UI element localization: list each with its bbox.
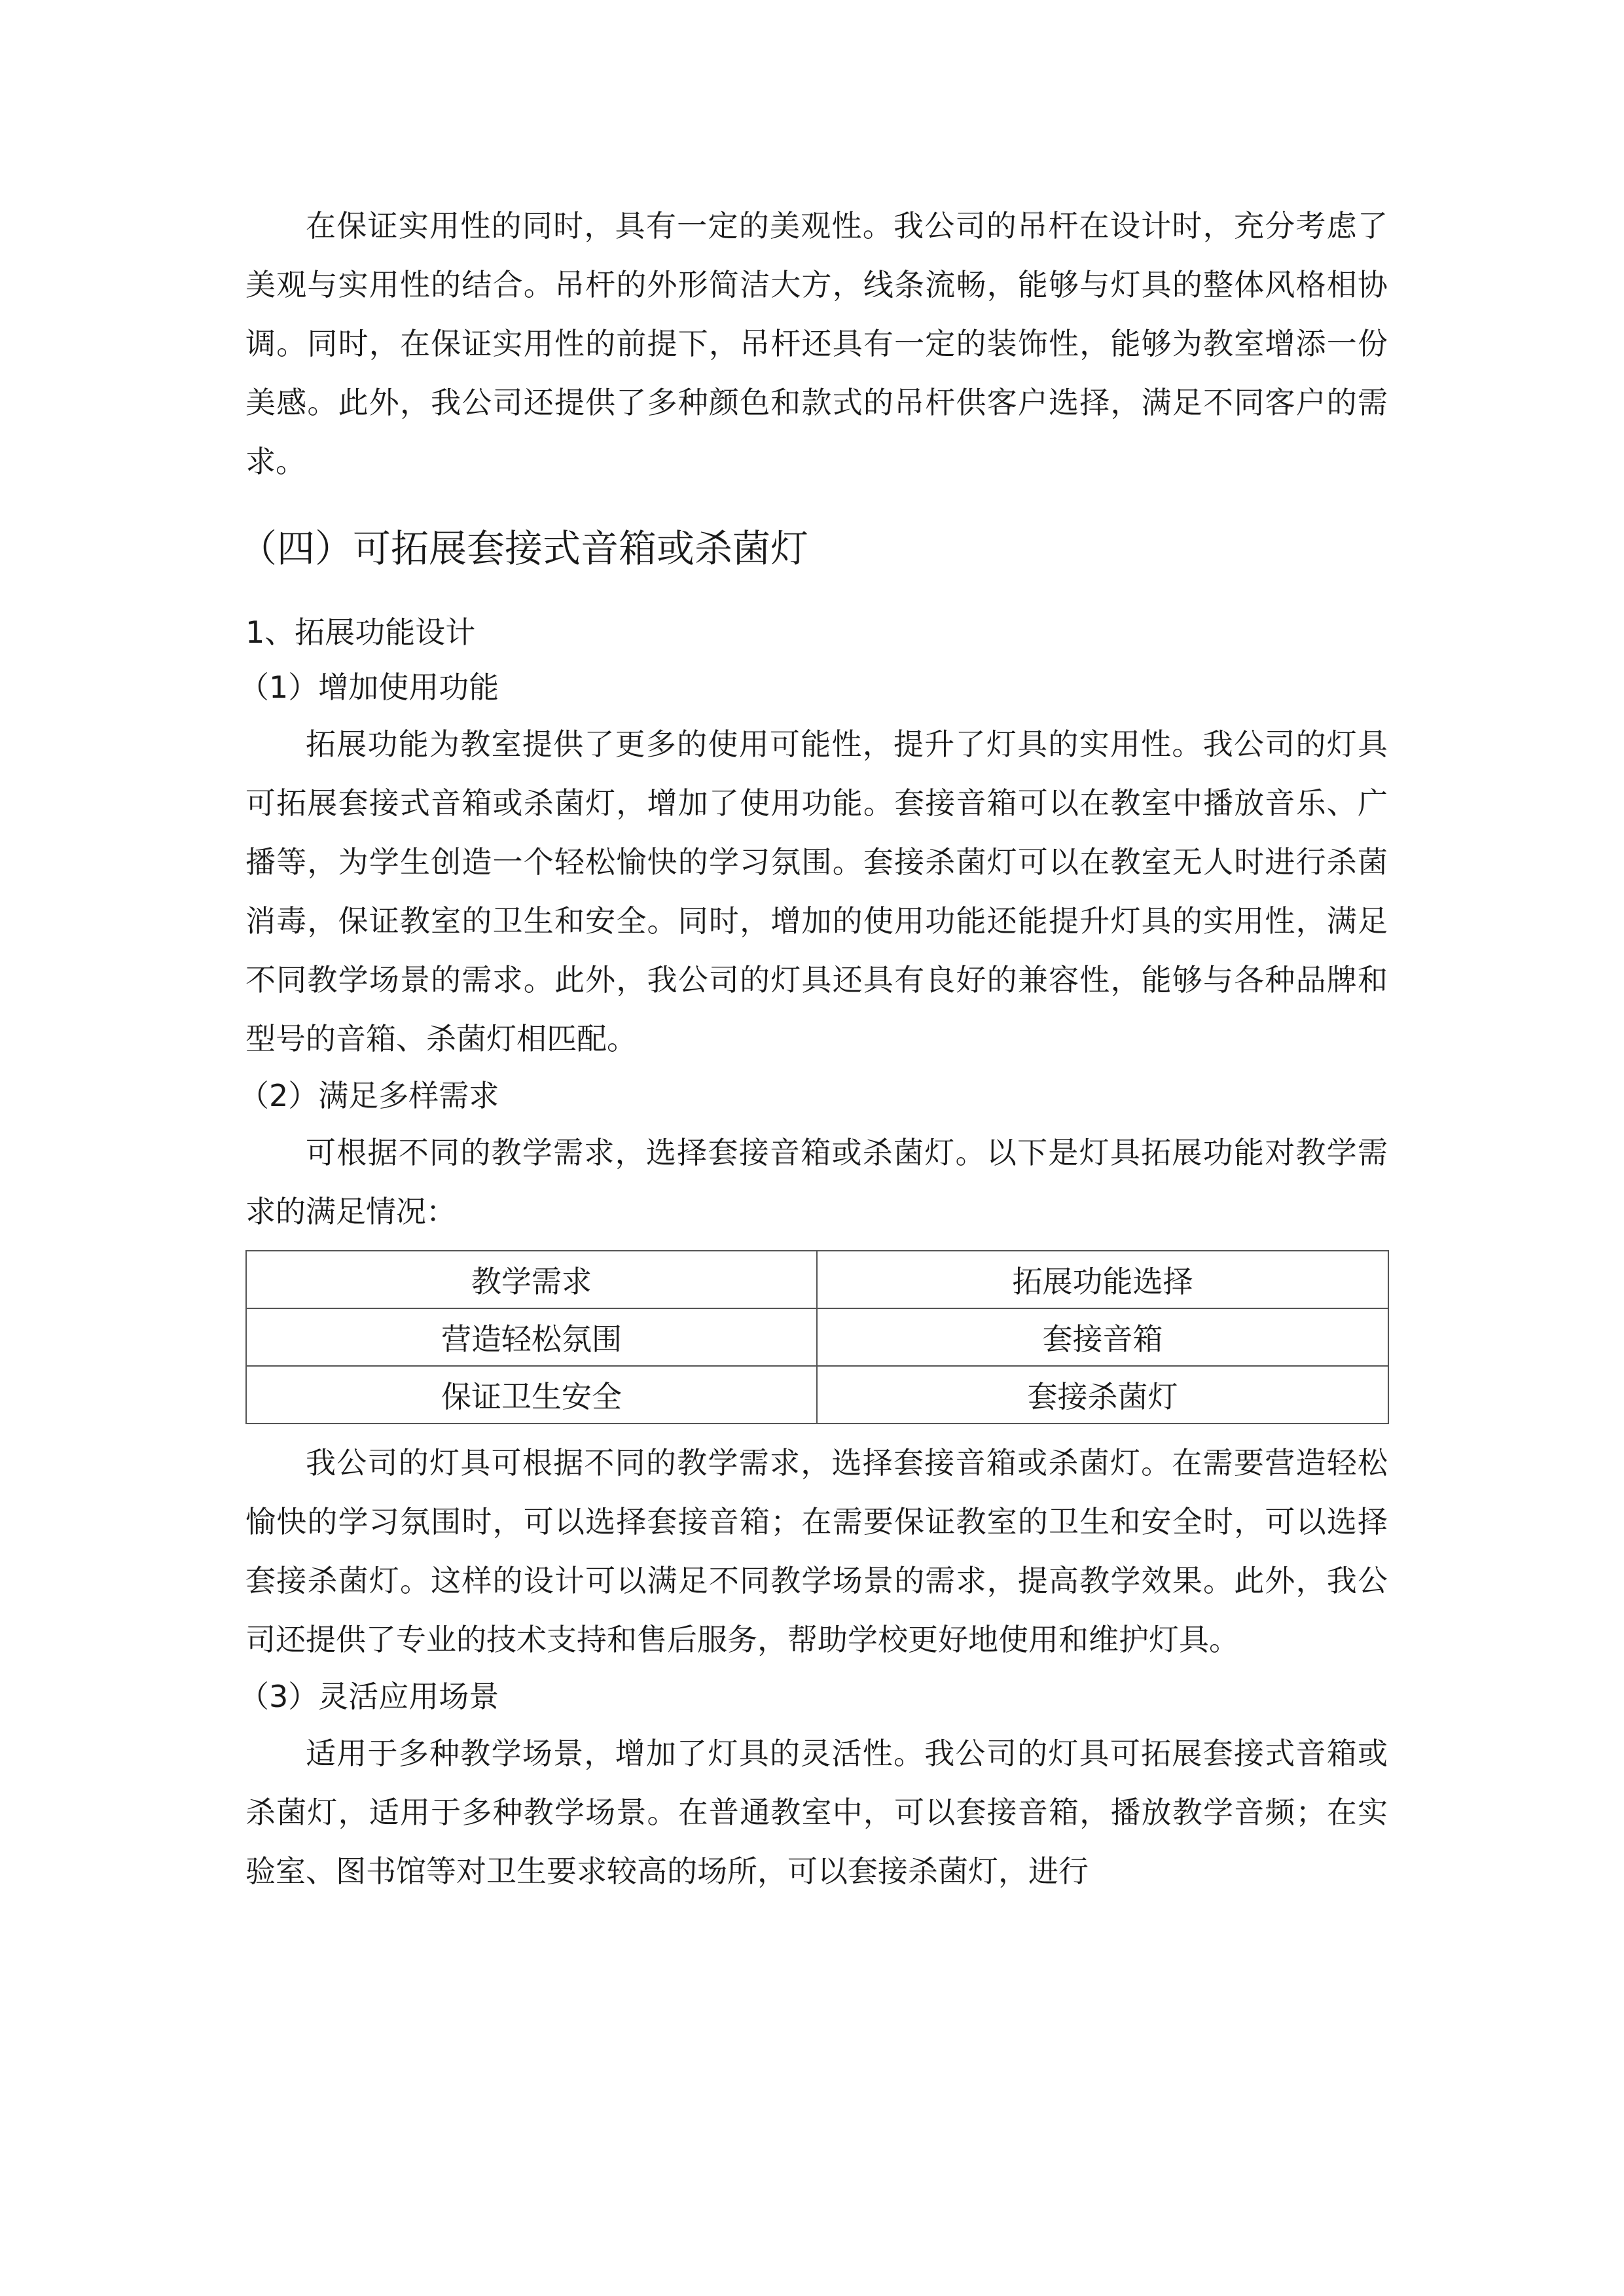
requirements-table-wrapper — [245, 1250, 1388, 1424]
item-heading-3: （3）灵活应用场景 — [239, 1679, 499, 1714]
item-heading-1: （1）增加使用功能 — [239, 670, 499, 705]
item-paragraph-3: 适用于多种教学场景，增加了灯具的灵活性。我公司的灯具可拓展套接式音箱或杀菌灯，适用于多种教学场景。在普通教室中，可以套接音箱，播放教学音频；在实验室、图书馆等对卫生要求较高的场所，可以套接杀菌灯，进行 — [245, 1736, 1388, 1889]
table-cell: 套接杀菌灯 — [817, 1366, 1388, 1424]
table-cell: 套接音箱 — [817, 1308, 1388, 1366]
item-paragraph-2-after: 我公司的灯具可根据不同的教学需求，选择套接音箱或杀菌灯。在需要营造轻松愉快的学习氛围时，可以选择套接音箱；在需要保证教室的卫生和安全时，可以选择套接杀菌灯。这样的设计可以满足不同教学场景的需求，提高教学效果。此外，我公司还提供了专业的技术支持和售后服务，帮助学校更好地使用和维护灯具。 — [245, 1445, 1388, 1657]
section-heading: （四）可拓展套接式音箱或杀菌灯 — [239, 526, 809, 571]
table-header-row — [246, 1251, 1388, 1308]
subsection-heading: 1、拓展功能设计 — [245, 615, 476, 650]
table-header-cell: 拓展功能选择 — [817, 1251, 1388, 1308]
table-cell: 保证卫生安全 — [246, 1366, 817, 1424]
item-heading-2: （2）满足多样需求 — [239, 1078, 499, 1113]
intro-paragraph: 在保证实用性的同时，具有一定的美观性。我公司的吊杆在设计时，充分考虑了美观与实用性的结合。吊杆的外形简洁大方，线条流畅，能够与灯具的整体风格相协调。同时，在保证实用性的前提下，吊杆还具有一定的装饰性，能够为教室增添一份美感。此外，我公司还提供了多种颜色和款式的吊杆供客户选择，满足不同客户的需求。 — [245, 208, 1388, 479]
document-page — [239, 196, 1388, 1901]
item-paragraph-1: 拓展功能为教室提供了更多的使用可能性，提升了灯具的实用性。我公司的灯具可拓展套接式音箱或杀菌灯，增加了使用功能。套接音箱可以在教室中播放音乐、广播等，为学生创造一个轻松愉快的学习氛围。套接杀菌灯可以在教室无人时进行杀菌消毒，保证教室的卫生和安全。同时，增加的使用功能还能提升灯具的实用性，满足不同教学场景的需求。此外，我公司的灯具还具有良好的兼容性，能够与各种品牌和型号的音箱、杀菌灯相匹配。 — [245, 726, 1388, 1056]
item-paragraph-2: 可根据不同的教学需求，选择套接音箱或杀菌灯。以下是灯具拓展功能对教学需求的满足情况： — [245, 1135, 1388, 1229]
requirements-table — [245, 1250, 1389, 1424]
table-row — [246, 1308, 1388, 1366]
table-header-cell: 教学需求 — [246, 1251, 817, 1308]
table-row — [246, 1366, 1388, 1424]
table-cell: 营造轻松氛围 — [246, 1308, 817, 1366]
